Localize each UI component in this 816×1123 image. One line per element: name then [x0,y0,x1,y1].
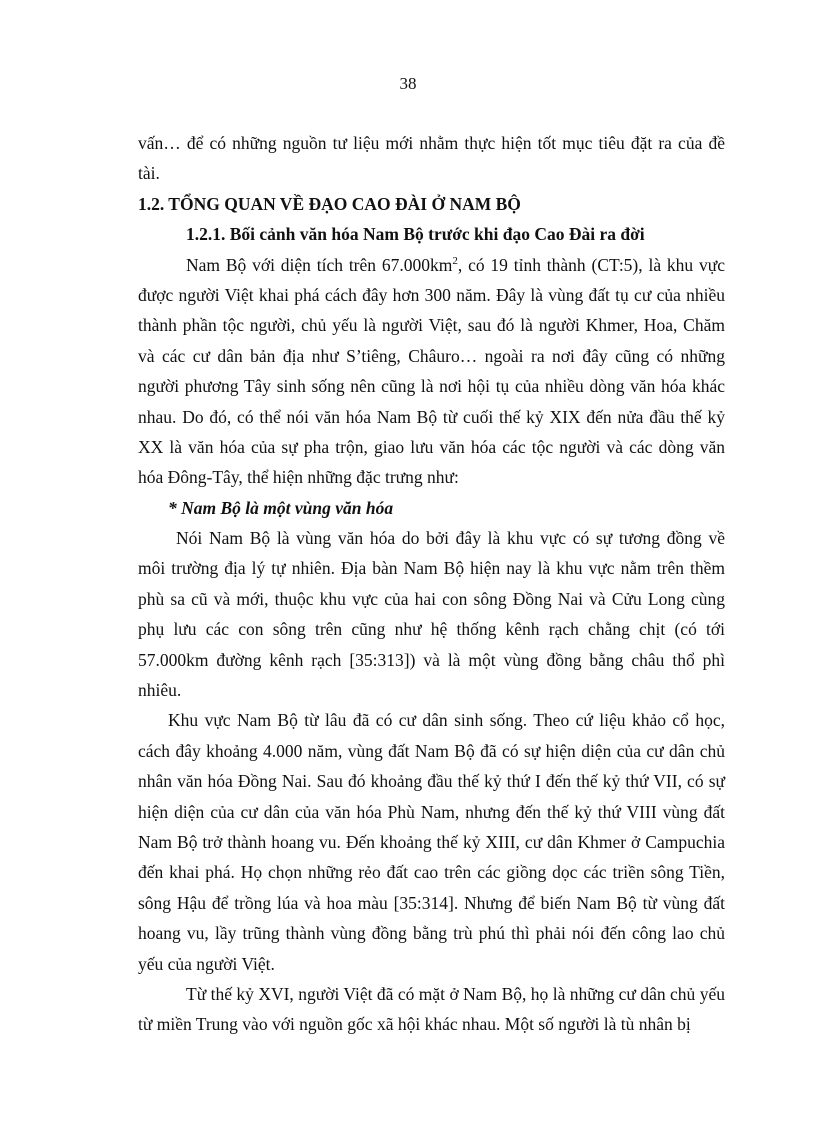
text-span: Nam Bộ với diện tích trên 67.000km [186,254,453,275]
paragraph-line: nhân văn hóa Đồng Nai. Sau đó khoảng đầu thế kỷ thứ I đến thế kỷ thứ VII, có sự [138,771,725,792]
paragraph-line: hóa Đông-Tây, thể hiện những đặc trưng như: [138,467,459,488]
paragraph-line: đến khai phá. Họ chọn những rẻo đất cao trên các giồng dọc các triền sông Tiền, [138,862,725,883]
text-span: , có 19 tỉnh thành (CT:5), là khu vực [457,254,726,275]
paragraph-line: Từ thế kỷ XVI, người Việt đã có mặt ở Nam Bộ, họ là những cư dân chủ yếu [186,983,725,1004]
paragraph-line: nhiêu. [138,680,182,701]
paragraph-line: hiện diện của cư dân của văn hóa Phù Nam, nhưng đến thế kỷ thứ VIII vùng đất [138,801,725,822]
paragraph-line: từ miền Trung vào với nguồn gốc xã hội khác nhau. Một số người là tù nhân bị [138,1014,691,1035]
paragraph-line: 57.000km đường kênh rạch [35:313]) và là một vùng đồng bằng châu thổ phì [138,649,725,670]
paragraph-line: sông Hậu để trồng lúa và hoa màu [35:314]. Nhưng để biến Nam Bộ từ vùng đất [138,892,725,913]
paragraph-line: XX là văn hóa của sự pha trộn, giao lưu văn hóa các tộc người và các dòng văn [138,436,725,457]
paragraph-line: Nam Bộ trở thành hoang vu. Đến khoảng thế kỷ XIII, cư dân Khmer ở Campuchia [138,831,725,852]
page-number: 38 [399,74,417,93]
paragraph-line [138,250,725,280]
paragraph-line: Nói Nam Bộ là vùng văn hóa do bởi đây là khu vực có sự tương đồng về [176,528,725,549]
paragraph-line: thành phần tộc người, chủ yếu là người Việt, sau đó là người Khmer, Hoa, Chăm [138,315,725,336]
paragraph-line: tài. [138,163,160,184]
superscript: 2 [452,254,458,267]
paragraph-line: người phương Tây sinh sống nên cũng là nơi hội tụ của nhiều dòng văn hóa khác [138,376,725,397]
paragraph-line: cách đây khoảng 4.000 năm, vùng đất Nam Bộ đã có sự hiện diện của cư dân chủ [138,740,725,761]
paragraph-line: được người Việt khai phá cách đây hơn 300 năm. Đây là vùng đất tụ cư của nhiều [138,284,725,305]
section-heading: 1.2.1. Bối cảnh văn hóa Nam Bộ trước khi đạo Cao Đài ra đời [186,224,645,245]
paragraph-line: yếu của người Việt. [138,953,275,974]
paragraph-line: môi trường địa lý tự nhiên. Địa bàn Nam Bộ hiện nay là khu vực nằm trên thềm [138,558,725,579]
sub-heading: * Nam Bộ là một vùng văn hóa [168,497,394,518]
paragraph-line: và các cư dân bản địa như S’tiêng, Châuro… ngoài ra nơi đây cũng có những [138,345,725,366]
paragraph-line: hoang vu, lầy trũng thành vùng đồng bằng trù phú thì phải nói đến công lao chủ [138,923,725,944]
paragraph-line: phù sa cũ và mới, thuộc khu vực của hai con sông Đồng Nai và Cửu Long cùng [138,588,725,609]
paragraph-line: Khu vực Nam Bộ từ lâu đã có cư dân sinh sống. Theo cứ liệu khảo cổ học, [168,710,725,731]
paragraph-line: vấn… để có những nguồn tư liệu mới nhằm thực hiện tốt mục tiêu đặt ra của đề [138,133,725,153]
section-heading: 1.2. TỔNG QUAN VỀ ĐẠO CAO ĐÀI Ở NAM BỘ [138,193,521,214]
paragraph-line: phụ lưu các con sông trên cũng như hệ thống kênh rạch chằng chịt (có tới [138,619,725,640]
page-content [138,128,725,1040]
paragraph-line: nhau. Do đó, có thể nói văn hóa Nam Bộ từ cuối thế kỷ XIX đến nửa đầu thế kỷ [138,406,725,427]
